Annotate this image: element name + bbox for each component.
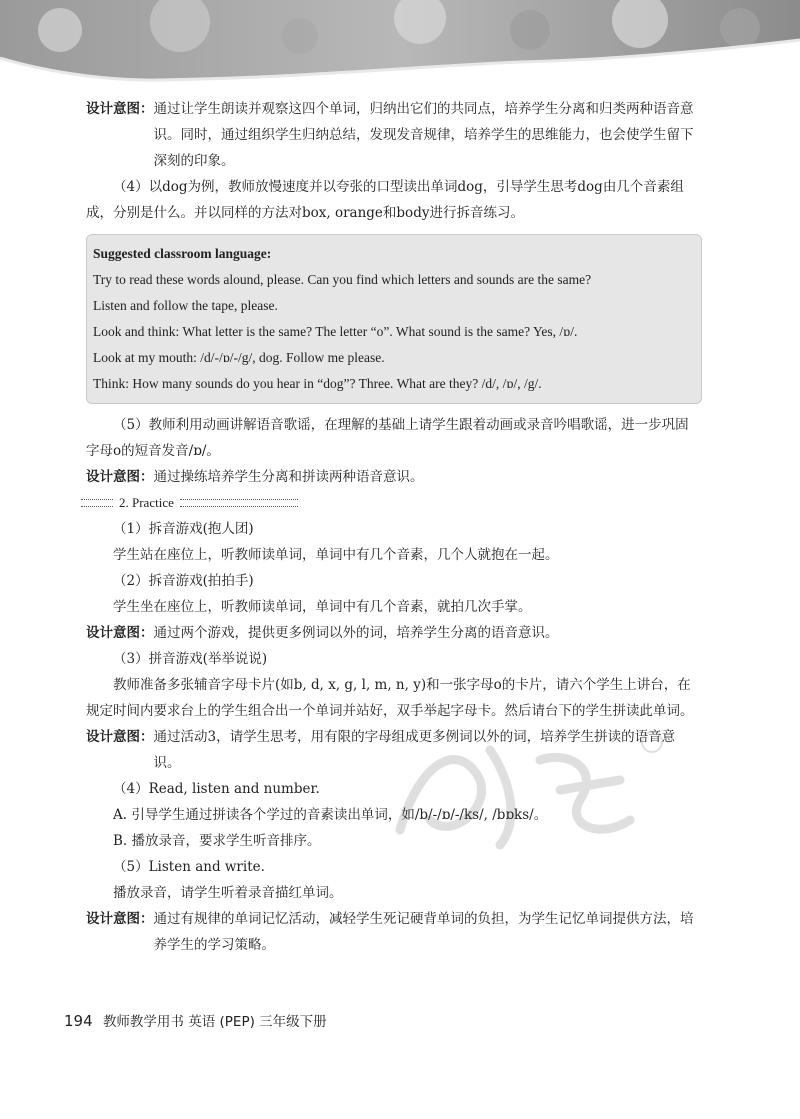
decorative-header-banner <box>0 0 800 82</box>
section-heading-practice <box>81 490 702 516</box>
step-4-paragraph: （4）以dog为例，教师放慢速度并以夸张的口型读出单词dog，引导学生思考dog由几个音素组成，分别是什么。并以同样的方法对box, orange和body进行拆音练习。 <box>86 179 684 221</box>
game-1-title: （1）拆音游戏(抱人团) <box>113 521 254 537</box>
activity-4-step-a: A. 引导学生通过拼读各个学过的音素读出单词，如/b/-/ɒ/-/ks/, /bɒks/。 <box>113 807 548 823</box>
design-intent-label: 设计意图： <box>86 469 154 485</box>
design-intent-text: 通过活动3，请学生思考，用有限的字母组成更多例词以外的词，培养学生拼读的语音意识。 <box>153 729 676 771</box>
page-footer <box>64 1010 327 1030</box>
design-intent-text: 通过让学生朗读并观察这四个单词，归纳出它们的共同点，培养学生分离和归类两种语音意识。同时，通过组织学生归纳总结，发现发音规律，培养学生的思维能力，也会使学生留下深刻的印象。 <box>153 101 694 169</box>
game-1-body: 学生站在座位上，听教师读单词，单词中有几个音素，几个人就抱在一起。 <box>113 547 559 563</box>
game-2-title: （2）拆音游戏(拍拍手) <box>113 573 254 589</box>
language-line: Look and think: What letter is the same? The letter “o”. What sound is the same? Yes, /ɒ/. <box>93 324 578 339</box>
design-intent-text: 通过两个游戏，提供更多例词以外的词，培养学生分离的语音意识。 <box>153 625 559 641</box>
dotted-rule-left <box>81 499 113 507</box>
watermark-logo-icon <box>370 720 670 860</box>
floral-banner-image <box>0 0 800 82</box>
design-intent-2 <box>86 464 702 490</box>
dotted-rule-right <box>180 499 298 507</box>
design-intent-label: 设计意图： <box>86 101 154 117</box>
page-number: 194 <box>64 1012 93 1030</box>
activity-5-body: 播放录音，请学生听着录音描红单词。 <box>113 885 343 901</box>
design-intent-text: 通过有规律的单词记忆活动，减轻学生死记硬背单词的负担，为学生记忆单词提供方法，培养学生的学习策略。 <box>153 911 694 953</box>
activity-4-title: （4）Read, listen and number. <box>113 781 320 797</box>
section-title: 2. Practice <box>119 495 174 510</box>
activity-5-title: （5）Listen and write. <box>113 859 265 875</box>
language-line: Try to read these words alound, please. Can you find which letters and sounds are the same? <box>93 272 592 287</box>
book-title: 教师教学用书 英语 (PEP) 三年级下册 <box>102 1014 327 1030</box>
step-5-paragraph: （5）教师利用动画讲解语音歌谣，在理解的基础上请学生跟着动画或录音吟唱歌谣，进一步巩固字母o的短音发音/ɒ/。 <box>86 417 689 459</box>
design-intent-label: 设计意图： <box>86 911 154 927</box>
design-intent-text: 通过操练培养学生分离和拼读两种语音意识。 <box>153 469 424 485</box>
design-intent-5 <box>86 906 702 958</box>
design-intent-label: 设计意图： <box>86 625 154 641</box>
language-box-title: Suggested classroom language: <box>93 246 272 261</box>
game-3-body: 教师准备多张辅音字母卡片(如b, d, x, g, l, m, n, y)和一张字母o的卡片，请六个学生上讲台，在规定时间内要求台上的学生组合出一个单词并站好，双手举起字母卡。然后请台下的学生拼读此单词。 <box>86 677 694 719</box>
game-3-title: （3）拼音游戏(举举说说) <box>113 651 268 667</box>
game-2-body: 学生坐在座位上，听教师读单词，单词中有几个音素，就拍几次手掌。 <box>113 599 532 615</box>
design-intent-1 <box>86 96 702 174</box>
design-intent-label: 设计意图： <box>86 729 154 745</box>
suggested-language-box <box>86 234 702 404</box>
activity-4-step-b: B. 播放录音，要求学生听音排序。 <box>113 833 321 849</box>
design-intent-3 <box>86 620 702 646</box>
language-line: Listen and follow the tape, please. <box>93 298 278 313</box>
language-line: Look at my mouth: /d/-/ɒ/-/g/, dog. Follow me please. <box>93 350 385 365</box>
language-line: Think: How many sounds do you hear in “dog”? Three. What are they? /d/, /ɒ/, /g/. <box>93 376 542 391</box>
